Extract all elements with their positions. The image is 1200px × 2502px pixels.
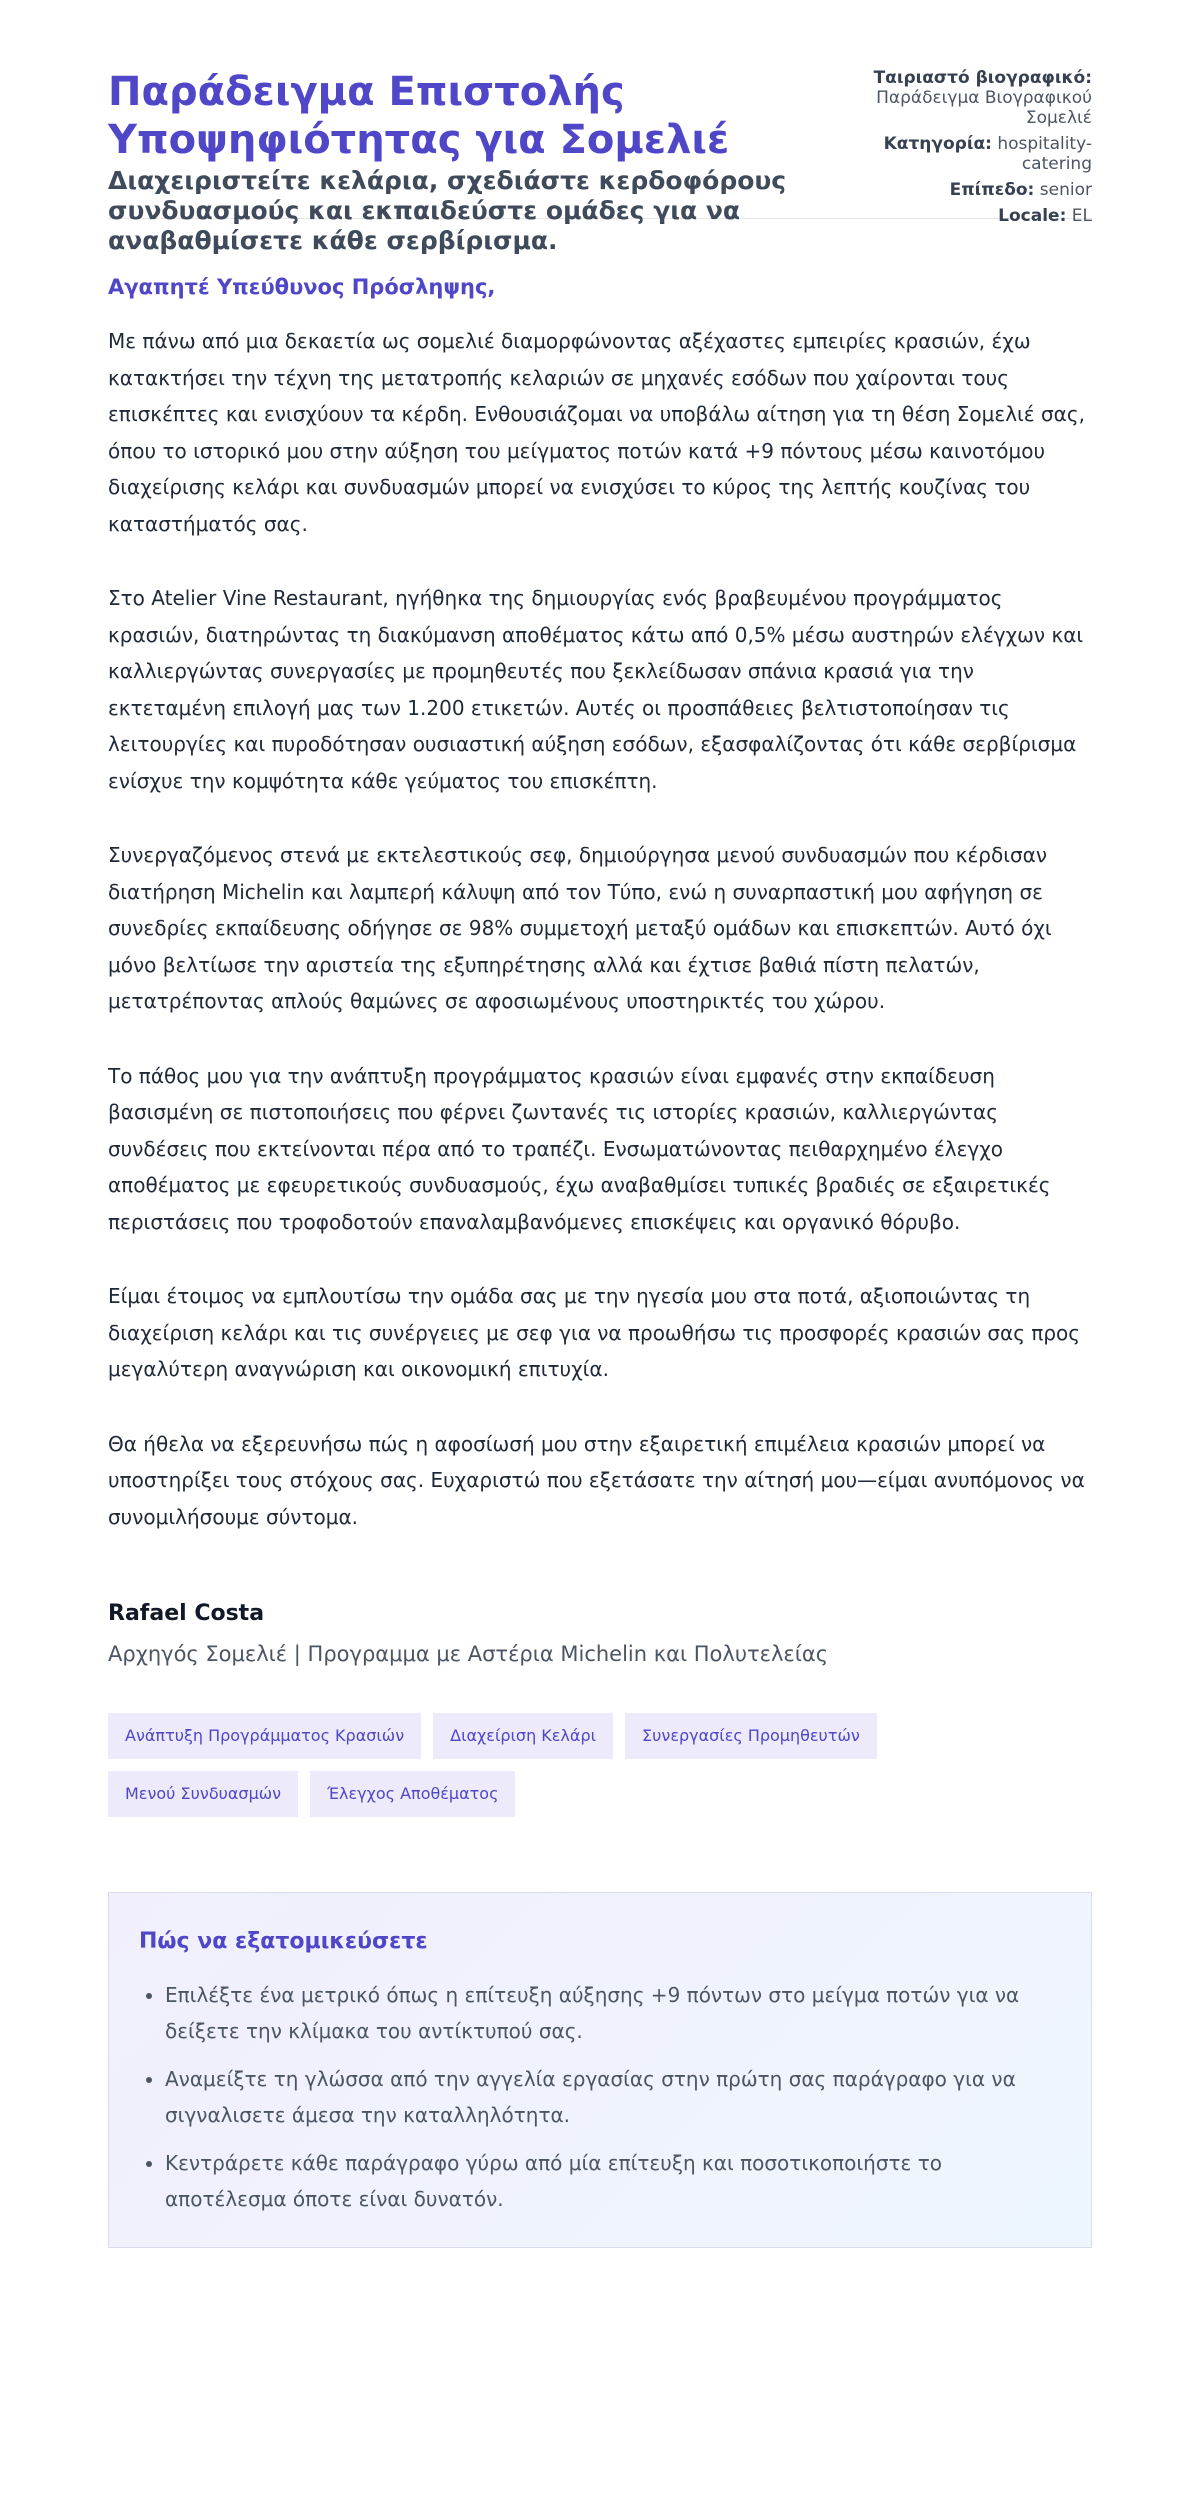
letter-greeting: Αγαπητέ Υπεύθυνος Πρόσληψης, (108, 275, 496, 299)
meta-category-value: hospitality-catering (997, 134, 1092, 174)
meta-category-label: Κατηγορία: (883, 134, 992, 154)
tip-item: • Κεντράρετε κάθε παράγραφο γύρω από μία επίτευξη και ποσοτικοποιήστε το αποτέλεσμα όποτε είναι δυνατόν. (165, 2145, 1061, 2217)
skill-tag: Συνεργασίες Προμηθευτών (625, 1713, 877, 1759)
meta-category (862, 134, 1092, 174)
page-header (108, 0, 1092, 255)
meta-locale (862, 206, 1092, 226)
customization-tips-card (108, 1892, 1092, 2248)
meta-panel (862, 68, 1092, 232)
meta-level-value: senior (1039, 180, 1092, 200)
letter-paragraph: Με πάνω από μια δεκαετία ως σομελιέ διαμορφώνοντας αξέχαστες εμπειρίες κρασιών, έχω κατακτήσει την τέχνη της μετατροπής κελαριών σε μηχανές εσόδων που χαίρονται τους επισκέπτες και ενισχύουν τα κέρδη. Ενθουσιάζομαι να υποβάλω αίτηση για τη θέση Σομελιέ σας, όπου το ιστορικό μου στην αύξηση του μείγματος ποτών κατά +9 πόντους μέσω καινοτόμου διαχείρισης κελάρι και συνδυασμών μπορεί να ενισχύσει το κύρος της λεπτής κουζίνας του καταστήματός σας. (108, 329, 1085, 536)
meta-locale-value: EL (1071, 206, 1092, 226)
page-subtitle: Διαχειριστείτε κελάρια, σχεδιάστε κερδοφόρους συνδυασμούς και εκπαιδεύστε ομάδες για να αναβαθμίσετε κάθε σερβίρισμα. (108, 166, 787, 255)
skill-tag: Έλεγχος Αποθέματος (310, 1771, 515, 1817)
skill-tag: Διαχείριση Κελάρι (433, 1713, 613, 1759)
signature-name: Rafael Costa (108, 1601, 265, 1626)
letter-paragraph: Συνεργαζόμενος στενά με εκτελεστικούς σεφ, δημιούργησα μενού συνδυασμών που κέρδισαν διατήρηση Michelin και λαμπερή κάλυψη από τον Τύπο, ενώ η συναρπαστική μου αφήγηση σε συνεδρίες εκπαίδευσης οδήγησε σε 98% συμμετοχή μεταξύ ομάδων και επισκεπτών. Αυτό όχι μόνο βελτίωσε την αριστεία της εξυπηρέτησης αλλά και έχτισε βαθιά πίστη πελατών, μετατρέποντας απλούς θαμώνες σε αφοσιωμένους υποστηρικτές του χώρου. (108, 843, 1052, 1013)
meta-level (862, 180, 1092, 200)
skill-tag: Ανάπτυξη Προγράμματος Κρασιών (108, 1713, 421, 1759)
letter-body (108, 273, 1092, 1669)
letter-paragraph: Στο Atelier Vine Restaurant, ηγήθηκα της δημιουργίας ενός βραβευμένου προγράμματος κρασιών, διατηρώντας τη διακύμανση αποθέματος κάτω από 0,5% μέσω αυστηρών ελέγχων και καλλιεργώντας συνεργασίες με προμηθευτές που ξεκλείδωσαν σπάνια κρασιά για την εκτεταμένη επιλογή μας των 1.200 ετικετών. Αυτές οι προσπάθειες βελτιστοποίησαν τις λειτουργίες και πυροδότησαν ουσιαστική αύξηση εσόδων, εξασφαλίζοντας ότι κάθε σερβίρισμα ενίσχυε την κομψότητα κάθε γεύματος του επισκέπτη. (108, 586, 1084, 793)
meta-level-label: Επίπεδο: (949, 180, 1035, 200)
signature-title: Αρχηγός Σομελιέ | Προγραμμα με Αστέρια Michelin και Πολυτελείας (108, 1642, 829, 1666)
tip-item: • Επιλέξτε ένα μετρικό όπως η επίτευξη αύξησης +9 πόντων στο μείγμα ποτών για να δείξετε την κλίμακα του αντίκτυπού σας. (165, 1977, 1061, 2049)
meta-locale-label: Locale: (998, 206, 1067, 226)
letter-paragraph: Θα ήθελα να εξερευνήσω πώς η αφοσίωσή μου στην εξαιρετική επιμέλεια κρασιών μπορεί να υποστηρίξει τους στόχους σας. Ευχαριστώ που εξετάσατε την αίτησή μου—είμαι ανυπόμονος να συνομιλήσουμε σύντομα. (108, 1431, 1085, 1529)
meta-resume-value: Παράδειγμα Βιογραφικού Σομελιέ (876, 88, 1092, 128)
page-title: Παράδειγμα Επιστολής Υποψηφιότητας για Σομελιέ (108, 69, 730, 163)
meta-resume (862, 68, 1092, 128)
skill-tags (108, 1713, 888, 1817)
letter-paragraph: Είμαι έτοιμος να εμπλουτίσω την ομάδα σας με την ηγεσία μου στα ποτά, αξιοποιώντας τη διαχείριση κελάρι και τις συνέργειες με σεφ για να προωθήσω τις προσφορές κρασιών σας προς μεγαλύτερη αναγνώριση και οικονομική επιτυχία. (108, 1284, 1081, 1381)
letter-paragraph: Το πάθος μου για την ανάπτυξη προγράμματος κρασιών είναι εμφανές στην εκπαίδευση βασισμένη σε πιστοποιήσεις που φέρνει ζωντανές τις ιστορίες κρασιών, καλλιεργώντας συνδέσεις που εκτείνονται πέρα από το τραπέζι. Ενσωματώνοντας πειθαρχημένο έλεγχο αποθέματος με εφευρετικούς συνδυασμούς, έχω αναβαθμίσει τυπικές βραδιές σε εξαιρετικές περιστάσεις που τροφοδοτούν επαναλαμβανόμενες επισκέψεις και οργανικό θόρυβο. (108, 1063, 1051, 1234)
tips-title: Πώς να εξατομικεύσετε (139, 1929, 428, 1954)
tip-item: • Αναμείξτε τη γλώσσα από την αγγελία εργασίας στην πρώτη σας παράγραφο για να σιγναλισετε άμεσα την καταλληλότητα. (165, 2061, 1061, 2133)
meta-resume-label: Ταιριαστό βιογραφικό: (873, 68, 1092, 88)
skill-tag: Μενού Συνδυασμών (108, 1771, 298, 1817)
tips-list (139, 1977, 1061, 2217)
